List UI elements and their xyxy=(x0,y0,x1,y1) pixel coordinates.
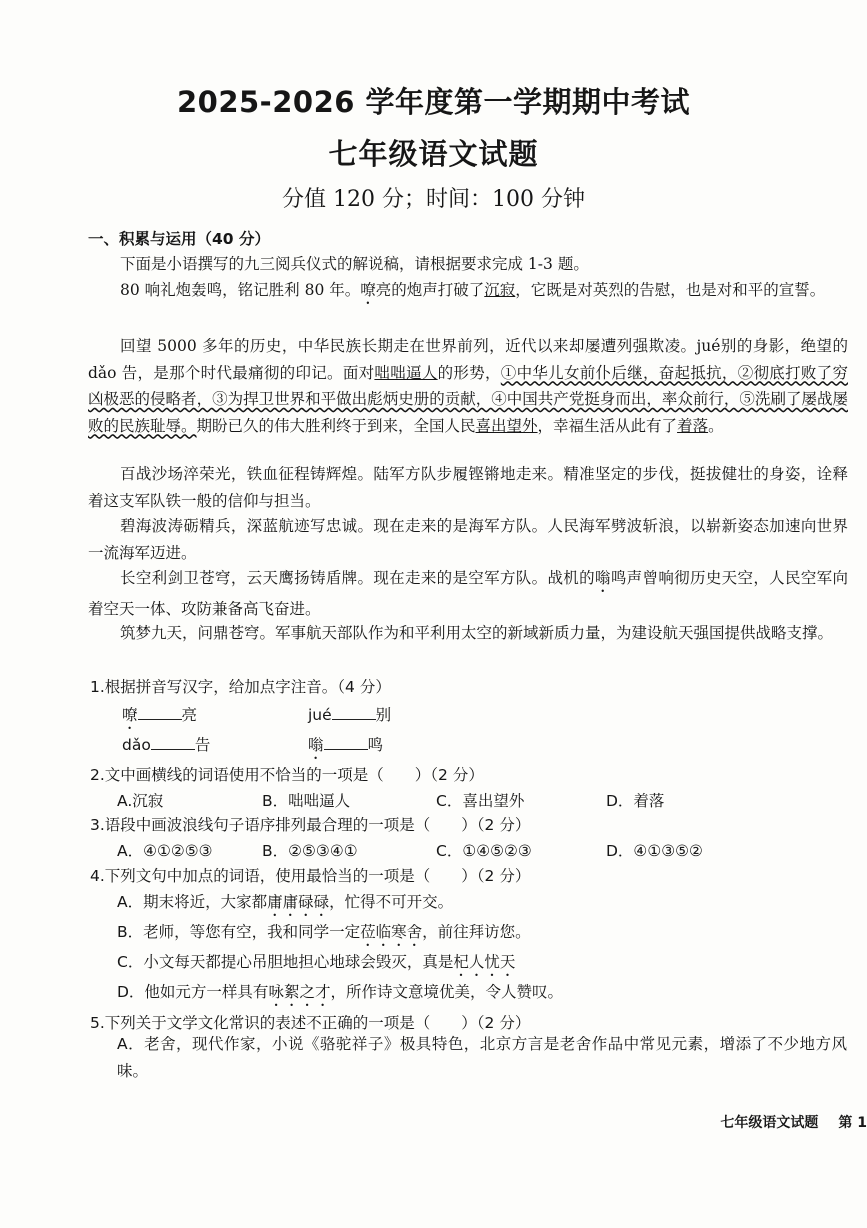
option-b[interactable]: B．咄咄逼人 xyxy=(262,792,351,810)
option-d[interactable]: D．他如元方一样具有咏絮之才，所作诗文意境优美，令人赞叹。 xyxy=(117,983,563,1001)
dotted-char: 嘹 xyxy=(360,281,376,299)
exam-subtitle: 七年级语文试题 xyxy=(328,137,539,171)
option-a[interactable]: A．期末将近，大家都庸庸碌碌，忙得不可开交。 xyxy=(117,893,454,911)
passage-paragraph-5: 长空利剑卫苍穹，云天鹰扬铸盾牌。现在走来的是空军方队。战机的嗡鸣声曾响彻历史天空，人民空军向着空天一体、攻防兼备高飞奋进。 xyxy=(88,569,848,618)
wavy-sentence: ①中华儿女前仆后继，奋起抵抗，②彻底打败了穷凶极恶的侵略者，③为捍卫世界和平做出彪炳史册的贡献，④中国共产党挺身而出，率众前行，⑤洗刷了屡战屡败的民族耻辱。 xyxy=(88,363,848,435)
option-c[interactable]: C．喜出望外 xyxy=(436,792,525,810)
passage-paragraph-3: 百战沙场淬荣光，铁血征程铸辉煌。陆军方队步履铿锵地走来。精准坚定的步伐，挺拔健壮的身姿，诠释着这支军队铁一般的信仰与担当。 xyxy=(88,465,848,510)
option-b[interactable]: B．老师，等您有空，我和同学一定莅临寒舍，前往拜访您。 xyxy=(117,923,531,941)
option-a[interactable]: A．④①②⑤③ xyxy=(117,842,213,860)
page-footer xyxy=(700,1112,867,1132)
underlined-word: 咄咄逼人 xyxy=(374,363,438,382)
option-b[interactable]: B．②⑤③④① xyxy=(262,842,358,860)
passage-paragraph-6: 筑梦九天，问鼎苍穹。军事航天部队作为和平利用太空的新域新质力量，为建设航天强国提供战略支撑。 xyxy=(120,624,834,642)
option-c[interactable]: C．①④⑤②③ xyxy=(436,842,532,860)
pinyin-item: 嗡 鸣 xyxy=(308,736,384,754)
option-a[interactable]: A.沉寂 xyxy=(117,792,164,810)
pinyin-item: 嘹 亮 xyxy=(122,706,198,724)
answer-blank[interactable] xyxy=(151,735,195,750)
exam-meta: 分值 120 分；时间：100 分钟 xyxy=(282,187,585,212)
dotted-char: 嗡 xyxy=(594,569,611,587)
answer-blank[interactable] xyxy=(332,705,376,720)
underlined-word: 喜出望外 xyxy=(475,416,538,435)
passage-paragraph-1: 80 响礼炮轰鸣，铭记胜利 80 年。嘹亮的炮声打破了沉寂，它既是对英烈的告慰，也是对和平的宣誓。 xyxy=(120,281,826,299)
footer-label: 七年级语文试题 xyxy=(720,1115,819,1131)
page-number: 第 1 xyxy=(838,1115,867,1131)
question-5-stem: 5.下列关于文学文化常识的表述不正确的一项是（ ）（2 分） xyxy=(90,1014,531,1032)
option-c[interactable]: C．小文每天都提心吊胆地担心地球会毁灭，真是杞人忧天 xyxy=(117,953,516,971)
question-2-stem: 2.文中画横线的词语使用不恰当的一项是（ ）（2 分） xyxy=(90,766,484,784)
passage-paragraph-4: 碧海波涛砺精兵，深蓝航迹写忠诚。现在走来的是海军方队。人民海军劈波斩浪，以崭新姿态加速向世界一流海军迈进。 xyxy=(88,517,848,562)
passage-intro: 下面是小语撰写的九三阅兵仪式的解说稿，请根据要求完成 1-3 题。 xyxy=(120,255,589,273)
pinyin-item: dǎo 告 xyxy=(122,736,211,754)
question-4-stem: 4.下列文句中加点的词语，使用最恰当的一项是（ ）（2 分） xyxy=(90,867,531,885)
option-a[interactable]: A．老舍，现代作家，小说《骆驼祥子》极具特色，北京方言是老舍作品中常见元素，增添了不少地方风味。 xyxy=(117,1035,847,1080)
passage-paragraph-2: 回望 5000 多年的历史，中华民族长期走在世界前列，近代以来却屡遭列强欺凌。jué别的身影，绝望的 dǎo 告，是那个时代最痛彻的印记。面对咄咄逼人的形势，①中华儿女前仆后继，奋起抵抗，②彻底打败了穷凶极恶的侵略者，③为捍卫世界和平做出彪炳史册的贡献，④中国共产党挺身而出，率众前行，⑤洗刷了屡战屡败的民族耻辱。期盼已久的伟大胜利终于到来，全国人民喜出望外，幸福生活从此有了着落。 xyxy=(88,337,848,435)
pinyin-item: jué 别 xyxy=(308,706,392,724)
underlined-word: 沉寂 xyxy=(484,281,516,299)
answer-blank[interactable] xyxy=(138,705,182,720)
question-3-stem: 3.语段中画波浪线句子语序排列最合理的一项是（ ）（2 分） xyxy=(90,816,531,834)
section-heading: 一、积累与运用（40 分） xyxy=(88,230,270,248)
underlined-word: 着落 xyxy=(677,416,709,435)
exam-title: 2025-2026 学年度第一学期期中考试 xyxy=(176,85,691,119)
option-d[interactable]: D．着落 xyxy=(606,792,665,810)
option-d[interactable]: D．④①③⑤② xyxy=(606,842,703,860)
question-1-stem: 1.根据拼音写汉字，给加点字注音。（4 分） xyxy=(90,678,391,696)
answer-blank[interactable] xyxy=(324,735,368,750)
